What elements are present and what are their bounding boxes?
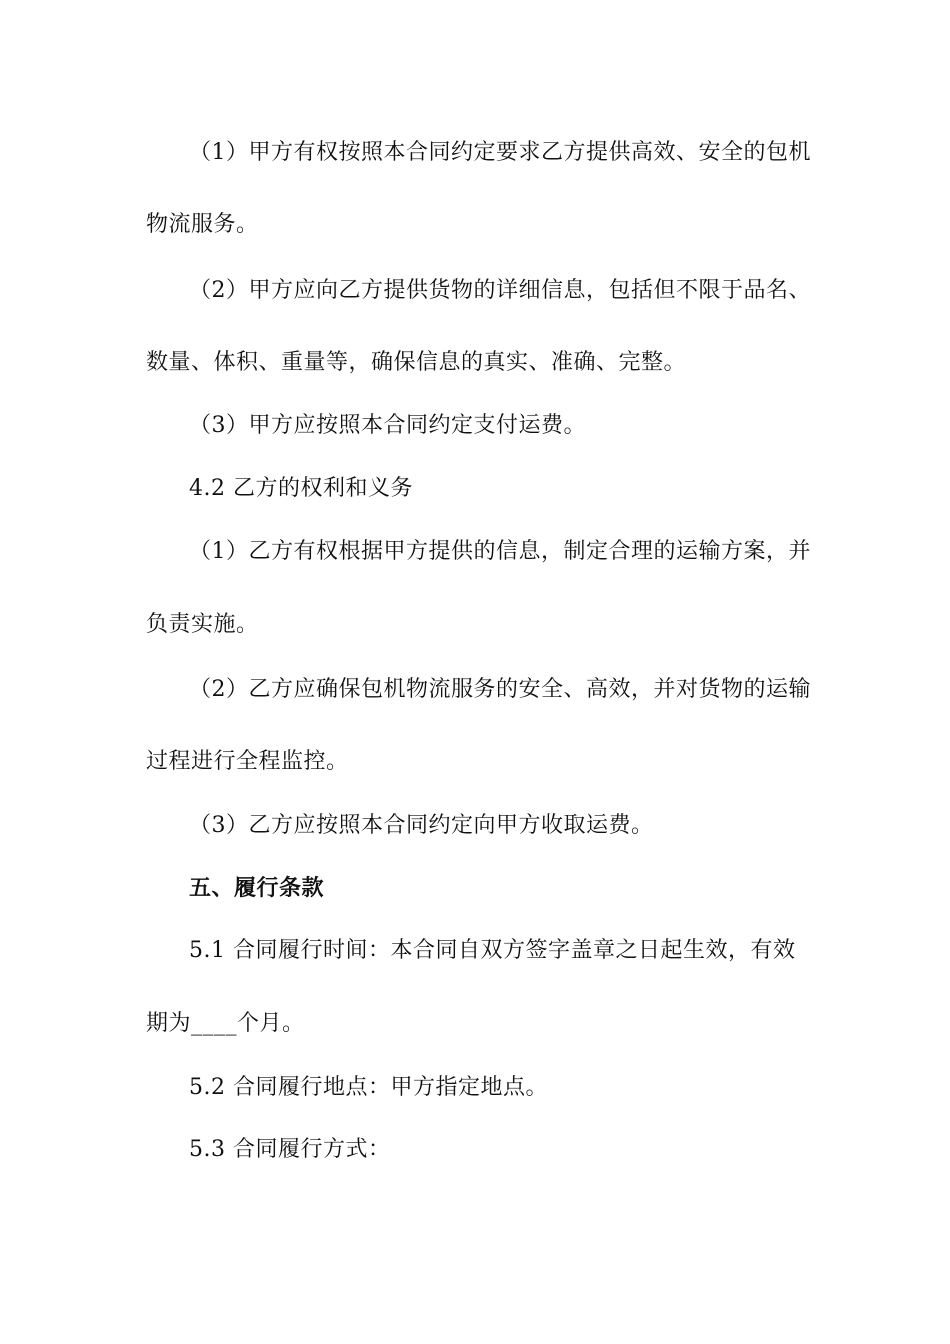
clause-5-2: 5.2 合同履行地点：甲方指定地点。 bbox=[189, 1075, 548, 1100]
clause-5-1-line-1: 5.1 合同履行时间：本合同自双方签字盖章之日起生效，有效 bbox=[189, 938, 796, 963]
clause-4-2-item-1-line-2: 负责实施。 bbox=[146, 612, 259, 637]
clause-4-1-item-1-line-1: （1）甲方有权按照本合同约定要求乙方提供高效、安全的包机 bbox=[189, 140, 811, 165]
clause-4-2-item-2-line-1: （2）乙方应确保包机物流服务的安全、高效，并对货物的运输 bbox=[189, 677, 811, 702]
clause-4-2-item-2-line-2: 过程进行全程监控。 bbox=[146, 749, 349, 774]
clause-5-1-line-2: 期为____个月。 bbox=[146, 1011, 305, 1036]
clause-4-1-item-1-line-2: 物流服务。 bbox=[146, 212, 259, 237]
clause-4-2-item-3: （3）乙方应按照本合同约定向甲方收取运费。 bbox=[189, 813, 654, 838]
section-5-heading: 五、履行条款 bbox=[189, 875, 325, 901]
clause-5-3: 5.3 合同履行方式： bbox=[189, 1137, 391, 1162]
clause-4-2-item-1-line-1: （1）乙方有权根据甲方提供的信息，制定合理的运输方案，并 bbox=[189, 539, 811, 564]
clause-4-1-item-3: （3）甲方应按照本合同约定支付运费。 bbox=[189, 413, 586, 438]
clause-4-1-item-2-line-2: 数量、体积、重量等，确保信息的真实、准确、完整。 bbox=[146, 350, 687, 375]
clause-4-1-item-2-line-1: （2）甲方应向乙方提供货物的详细信息，包括但不限于品名、 bbox=[189, 278, 811, 303]
section-4-2-heading: 4.2 乙方的权利和义务 bbox=[189, 476, 413, 501]
